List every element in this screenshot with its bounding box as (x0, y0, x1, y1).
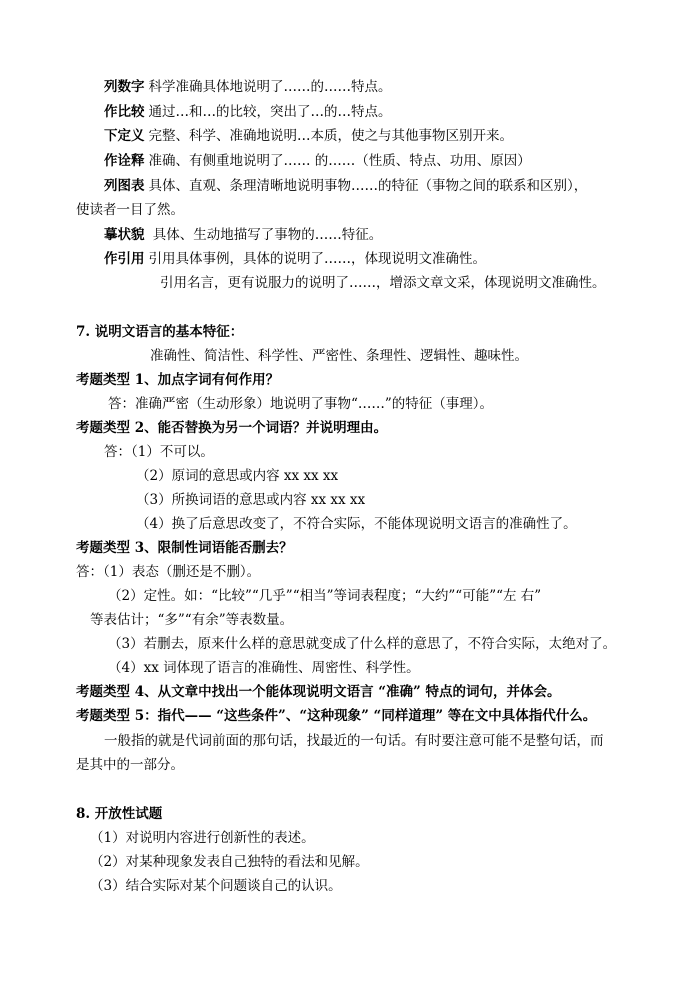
method-row (104, 77, 392, 97)
method-desc: 完整、科学、准确地说明…本质，使之与其他事物区别开来。 (148, 128, 513, 144)
method-desc: 科学准确具体地说明了……的……特点。 (148, 79, 392, 95)
method-term: 作比较 (104, 104, 145, 120)
method-term: 下定义 (104, 128, 145, 144)
paragraph-text: 是其中的一部分。 (76, 757, 184, 773)
section-heading: 7. 说明文语言的基本特征： (76, 324, 244, 340)
answer-line: （2）定性。如：“比较”“几乎”“相当”等词表程度；“大约”“可能”“左 右” (108, 588, 542, 604)
method-desc: 通过…和…的比较，突出了…的…特点。 (148, 104, 392, 120)
method-desc: 引用具体事例，具体的说明了……，体现说明文准确性。 (148, 251, 486, 267)
answer-line: 答：（1）表态（删还是不删）。 (76, 564, 261, 580)
question-heading: 考题类型 2、能否替换为另一个词语？并说明理由。 (76, 420, 388, 436)
method-term: 摹状貌 (104, 227, 145, 243)
paragraph-text: 一般指的就是代词前面的那句话，找最近的一句话。有时要注意可能不是整句话，而 (104, 733, 604, 749)
features-text: 准确性、简洁性、科学性、严密性、条理性、逻辑性、趣味性。 (150, 348, 528, 364)
answer-line: 答：（1）不可以。 (104, 444, 214, 460)
method-continuation: 使读者一目了然。 (76, 202, 184, 218)
answer-line: （4）换了后意思改变了，不符合实际，不能体现说明文语言的准确性了。 (136, 516, 577, 532)
method-row (104, 176, 587, 196)
method-term: 列图表 (104, 178, 145, 194)
answer-line: （2）原词的意思或内容 xx xx xx (136, 468, 339, 484)
method-row (104, 225, 382, 245)
question-heading: 考题类型 1、加点字词有何作用？ (76, 372, 280, 388)
answer-line: （4）xx 词体现了语言的准确性、周密性、科学性。 (108, 660, 420, 676)
answer-line: 等表估计；“多”“有余”等表数量。 (90, 612, 294, 628)
method-row (104, 151, 531, 171)
method-term: 作引用 (104, 251, 145, 267)
method-continuation: 引用名言，更有说服力的说明了……，增添文章文采，体现说明文准确性。 (160, 275, 606, 291)
method-term: 列数字 (104, 79, 145, 95)
method-term: 作诠释 (104, 153, 145, 169)
list-item: （1）对说明内容进行创新性的表述。 (90, 830, 315, 846)
list-item: （3）结合实际对某个问题谈自己的认识。 (90, 878, 342, 894)
method-row (104, 126, 513, 146)
answer-line: （3）若删去，原来什么样的意思就变成了什么样的意思了，不符合实际，太绝对了。 (108, 636, 617, 652)
question-heading: 考题类型 4、从文章中找出一个能体现说明文语言 “准确” 特点的词句，并体会。 (76, 684, 561, 700)
list-item: （2）对某种现象发表自己独特的看法和见解。 (90, 854, 369, 870)
answer-line: （3）所换词语的意思或内容 xx xx xx (136, 492, 366, 508)
answer-text: 答：准确严密（生动形象）地说明了事物“……”的特征（事理）。 (108, 396, 494, 412)
method-desc: 准确、有侧重地说明了…… 的……（性质、特点、功用、原因） (148, 153, 531, 169)
method-desc: 具体、生动地描写了事物的……特征。 (148, 227, 383, 243)
section-heading: 8. 开放性试题 (76, 806, 163, 822)
question-heading: 考题类型 3、限制性词语能否删去？ (76, 540, 293, 556)
method-row (104, 102, 392, 122)
question-heading: 考题类型 5：指代—— “这些条件”、“这种现象” “同样道理” 等在文中具体指代什么。 (76, 708, 597, 724)
method-row (104, 249, 486, 269)
method-desc: 具体、直观、条理清晰地说明事物……的特征（事物之间的联系和区别）， (148, 178, 588, 194)
